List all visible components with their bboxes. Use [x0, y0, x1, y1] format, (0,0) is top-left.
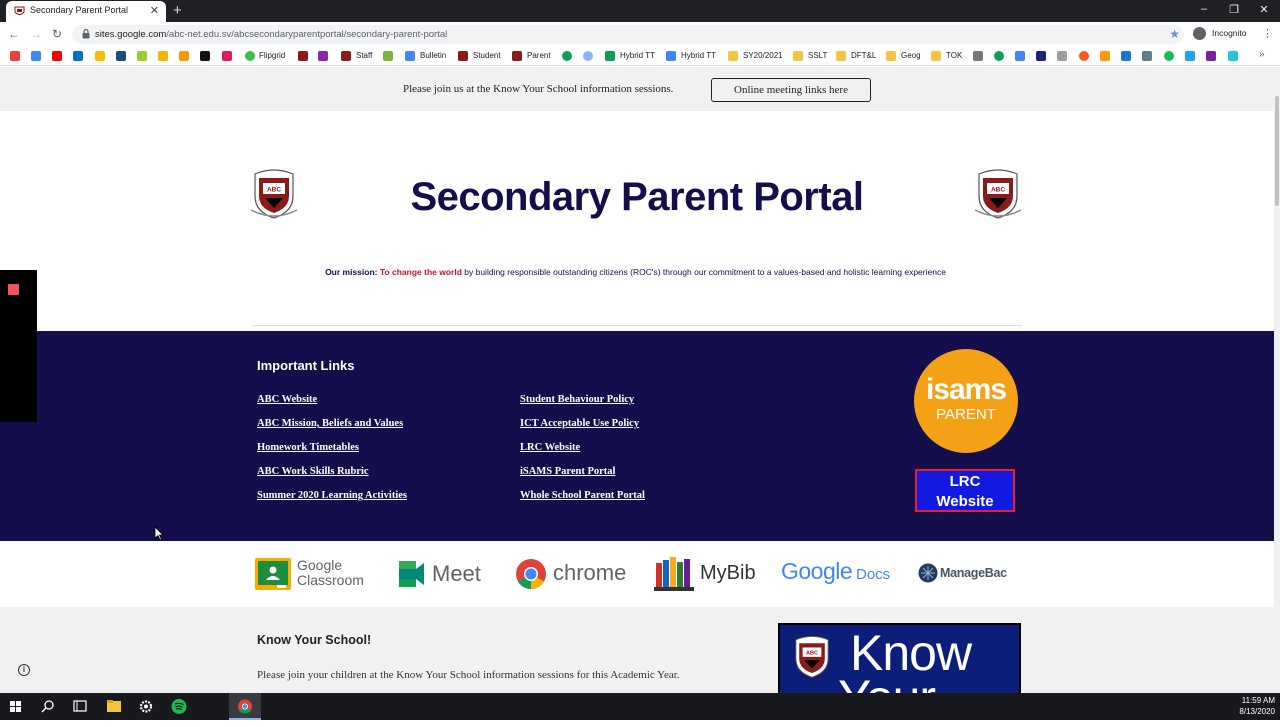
calendar-icon[interactable]: [31, 51, 41, 61]
bookmark-staff[interactable]: Staff: [356, 51, 373, 60]
profile-label: Incognito: [1212, 28, 1247, 38]
close-tab-icon[interactable]: ✕: [149, 5, 159, 17]
chrome-taskbar-button[interactable]: [229, 693, 261, 720]
meet-logo-text: Meet: [432, 561, 481, 586]
docs-icon: [666, 51, 676, 61]
flipgrid-icon[interactable]: [245, 51, 255, 61]
globe-icon[interactable]: [116, 51, 126, 61]
address-bar[interactable]: [72, 25, 1184, 44]
google-classroom-link[interactable]: [255, 557, 365, 591]
page-content: [0, 67, 1274, 693]
spotify-icon[interactable]: [163, 693, 195, 720]
meet-icon: [396, 557, 426, 591]
chat-icon[interactable]: [562, 51, 572, 61]
windows-taskbar: [0, 693, 1280, 720]
mission-label: Our mission:: [325, 267, 378, 277]
reload-icon[interactable]: ↻: [52, 27, 63, 41]
bookmark-app-icon[interactable]: [200, 51, 210, 61]
tool-icon[interactable]: [973, 51, 983, 61]
settings-gear-icon[interactable]: [130, 693, 162, 720]
bookmark-app-icon[interactable]: [1100, 51, 1110, 61]
link-abc-mission[interactable]: ABC Mission, Beliefs and Values: [257, 418, 404, 429]
lrc-line2: Website: [936, 493, 994, 510]
bookmark-parent[interactable]: Parent: [527, 51, 551, 60]
folder-icon: [836, 51, 846, 61]
bookmark-hybrid-tt-sheet[interactable]: Hybrid TT: [620, 51, 655, 60]
lock-icon: [82, 29, 90, 39]
folder-icon: [886, 51, 896, 61]
bookmark-sslt[interactable]: SSLT: [808, 51, 828, 60]
classroom-logo-line2: Classroom: [297, 572, 364, 588]
info-icon[interactable]: i: [18, 664, 30, 676]
forward-icon[interactable]: →: [30, 27, 42, 41]
window-close-icon[interactable]: ✕: [1259, 4, 1269, 16]
apps-row: [0, 541, 1274, 607]
online-meeting-links-button[interactable]: Online meeting links here: [711, 78, 871, 102]
bookmark-app-icon[interactable]: [1121, 51, 1131, 61]
chrome-link[interactable]: [515, 557, 630, 591]
incognito-icon[interactable]: [1193, 27, 1206, 40]
important-links-section: [0, 331, 1274, 541]
important-links-heading: Important Links: [257, 358, 355, 373]
abc-crest-logo: [249, 166, 299, 220]
know-your-school-text: Please join your children at the Know Your School information sessions for this Academic Year.: [257, 669, 680, 681]
gmail-icon[interactable]: [10, 51, 20, 61]
managebac-logo-text: ManageBac: [940, 566, 1007, 580]
mybib-logo-text: MyBib: [700, 562, 756, 584]
chrome-logo-text: chrome: [553, 560, 627, 585]
restore-icon[interactable]: ❐: [1229, 4, 1239, 16]
link-student-behaviour-policy[interactable]: Student Behaviour Policy: [520, 394, 635, 405]
isams-parent-logo-button[interactable]: [914, 349, 1018, 453]
twitter-icon[interactable]: [1185, 51, 1195, 61]
google-docs-link[interactable]: [781, 557, 896, 591]
announcement-banner: [0, 67, 1274, 111]
bookmark-app-icon[interactable]: [994, 51, 1004, 61]
bookmark-app-icon[interactable]: [1228, 51, 1238, 61]
link-homework-timetables[interactable]: Homework Timetables: [257, 442, 359, 453]
drive-icon[interactable]: [95, 51, 105, 61]
chrome-icon: [515, 558, 547, 590]
mouse-cursor-icon: [155, 527, 164, 541]
managebac-icon: [918, 563, 938, 583]
know-image-word1: Know: [850, 625, 972, 681]
bookmark-app-icon[interactable]: [1206, 51, 1216, 61]
banner-text: Please join us at the Know Your School information sessions.: [403, 83, 674, 95]
bookmark-bulletin[interactable]: Bulletin: [420, 51, 447, 60]
link-work-skills-rubric[interactable]: ABC Work Skills Rubric: [257, 466, 369, 477]
abc-crest-icon: [14, 6, 25, 17]
bookmark-app-icon[interactable]: [179, 51, 189, 61]
know-your-school-heading: Know Your School!: [257, 633, 372, 647]
bookmark-tok[interactable]: TOK: [946, 51, 963, 60]
link-isams-parent-portal[interactable]: iSAMS Parent Portal: [520, 466, 616, 477]
bookmark-app-icon[interactable]: [1015, 51, 1025, 61]
mybib-link[interactable]: [654, 557, 759, 591]
bookmark-flipgrid[interactable]: Flipgrid: [259, 51, 286, 60]
menu-icon[interactable]: ⋮: [1262, 28, 1273, 40]
bookmark-app-icon[interactable]: [1057, 51, 1067, 61]
bookmark-app-icon[interactable]: [383, 51, 393, 61]
chrome-icon: [229, 693, 261, 720]
abc-crest-logo: [790, 633, 834, 679]
bookmark-star-icon[interactable]: ★: [1169, 27, 1180, 41]
stop-recording-icon[interactable]: [8, 284, 19, 295]
task-view-icon[interactable]: [64, 693, 96, 720]
back-icon[interactable]: ←: [8, 27, 20, 41]
svg-text:ABC: ABC: [806, 650, 818, 657]
know-your-school-image[interactable]: [778, 623, 1021, 703]
bookmark-app-icon[interactable]: [1036, 51, 1046, 61]
clock-time: 11:59 AM: [1241, 696, 1275, 705]
link-whole-school-portal[interactable]: Whole School Parent Portal: [520, 490, 645, 501]
link-summer-learning[interactable]: Summer 2020 Learning Activities: [257, 490, 408, 501]
mission-highlight: To change the world: [379, 267, 462, 277]
docs-icon: [405, 51, 415, 61]
file-explorer-icon[interactable]: [98, 693, 130, 720]
tab-strip: [0, 0, 1280, 22]
active-tab[interactable]: [6, 1, 166, 22]
keep-icon[interactable]: [158, 51, 168, 61]
docs-logo-text: Docs: [856, 566, 891, 583]
managebac-link[interactable]: [918, 557, 1018, 591]
more-bookmarks-icon[interactable]: »: [1259, 49, 1265, 60]
classroom-icon: [255, 558, 291, 590]
outlook-icon[interactable]: [73, 51, 83, 61]
minimize-icon[interactable]: –: [1200, 3, 1208, 15]
isams-logo-subtext: PARENT: [936, 406, 996, 423]
abc-crest-icon: [341, 51, 351, 61]
bookmark-dftl[interactable]: DFT&L: [851, 51, 877, 60]
classroom-logo-line1: Google: [297, 557, 343, 573]
scrollbar-thumb[interactable]: [1275, 96, 1279, 206]
reddit-icon[interactable]: [1079, 51, 1089, 61]
bookmark-sy20-2021[interactable]: SY20/2021: [743, 51, 783, 60]
bookmark-app-icon[interactable]: [318, 51, 328, 61]
gear-icon[interactable]: [1142, 51, 1152, 61]
recording-widget: [0, 270, 37, 422]
browser-toolbar: [0, 22, 1280, 46]
mission-text: by building responsible outstanding citizens (ROC's) through our commitment to a values-based and holistic learning experience: [464, 267, 946, 277]
url-text: sites.google.com/abc-net.edu.sv/abcsecondaryparentportal/secondary-parent-portal: [95, 29, 448, 40]
google-meet-link[interactable]: [396, 557, 486, 591]
google-docs-logo-text: Google: [781, 558, 853, 584]
bookmarks-bar: [0, 46, 1280, 66]
abc-crest-icon: [512, 51, 522, 61]
bookmark-geog[interactable]: Geog: [901, 51, 921, 60]
taskbar-clock[interactable]: [1230, 695, 1275, 717]
mybib-icon: [654, 557, 694, 591]
link-ict-acceptable-use[interactable]: ICT Acceptable Use Policy: [520, 418, 640, 429]
sheets-icon: [605, 51, 615, 61]
folder-icon: [728, 51, 738, 61]
svg-text:ABC: ABC: [990, 186, 1006, 194]
spotify-icon[interactable]: [1164, 51, 1174, 61]
folder-icon: [931, 51, 941, 61]
section-divider: [252, 325, 1022, 326]
svg-text:ABC: ABC: [266, 186, 282, 194]
abc-crest-logo: [973, 166, 1023, 220]
lrc-line1: LRC: [949, 473, 981, 490]
bookmark-app-icon[interactable]: [298, 51, 308, 61]
bookmark-student[interactable]: Student: [473, 51, 501, 60]
tab-title: Secondary Parent Portal: [30, 5, 129, 15]
slack-icon[interactable]: [222, 51, 232, 61]
isams-logo-text: isams: [925, 373, 1007, 406]
new-tab-icon[interactable]: +: [173, 2, 182, 19]
page-title: Secondary Parent Portal: [410, 175, 864, 219]
mission-statement: [250, 267, 1021, 277]
link-abc-website[interactable]: ABC Website: [257, 394, 318, 405]
youtube-icon[interactable]: [52, 51, 62, 61]
clock-date: 8/13/2020: [1239, 707, 1275, 716]
windows-start-icon[interactable]: [0, 693, 32, 720]
folder-icon: [793, 51, 803, 61]
classroom-icon[interactable]: [137, 51, 147, 61]
abc-crest-icon: [458, 51, 468, 61]
bookmark-app-icon[interactable]: [583, 51, 593, 61]
link-lrc-website[interactable]: LRC Website: [520, 442, 581, 453]
know-your-school-section: [0, 607, 1274, 697]
lrc-website-button[interactable]: [915, 469, 1015, 512]
bookmark-hybrid-tt-doc[interactable]: Hybrid TT: [681, 51, 716, 60]
search-icon[interactable]: [32, 693, 64, 720]
